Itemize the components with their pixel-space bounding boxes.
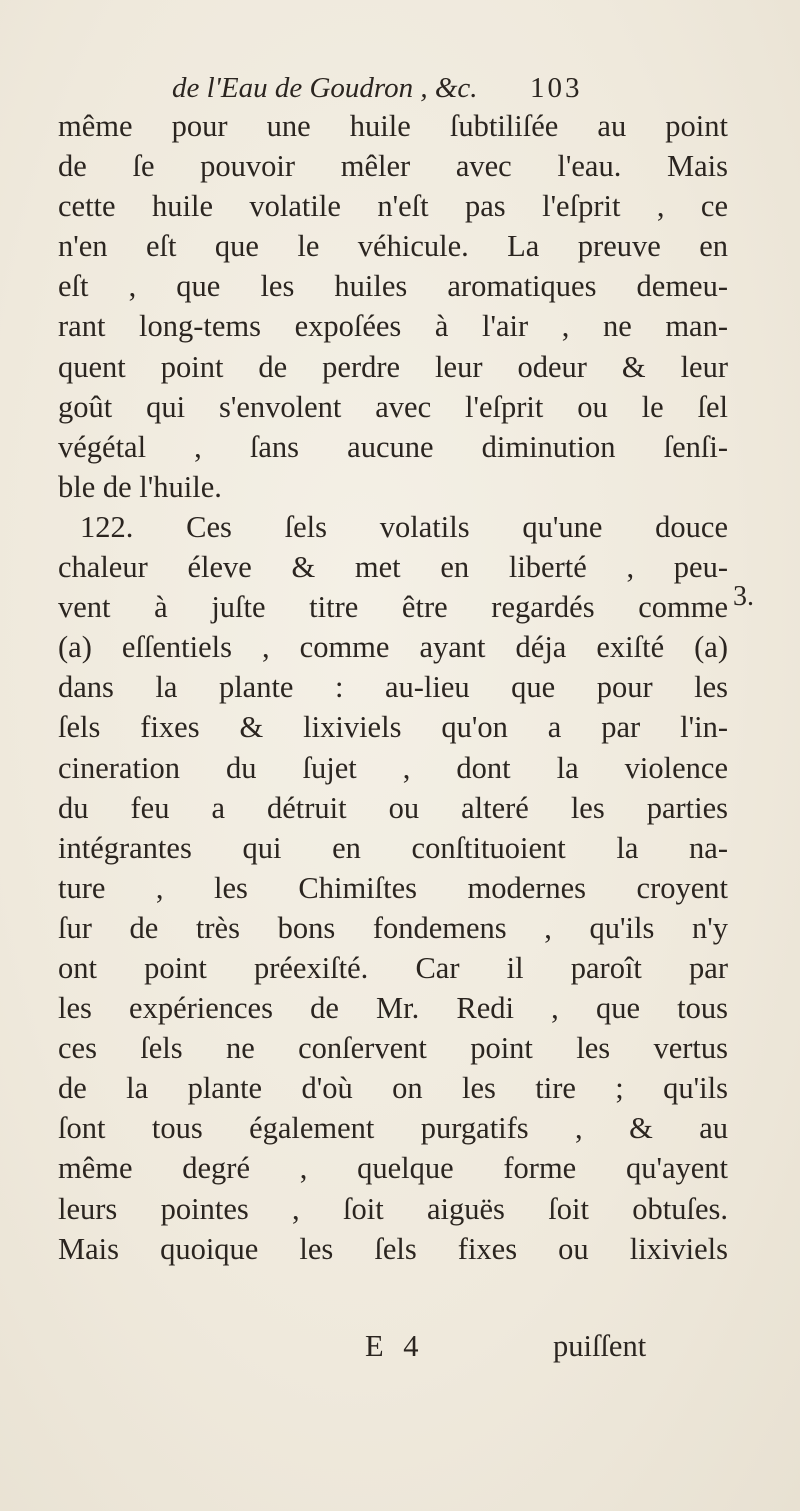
- text-line: leurs pointes , ſoit aiguës ſoit obtuſes.: [58, 1191, 728, 1226]
- text-line: vent à juſte titre être regardés comme: [58, 590, 728, 625]
- text-line: ſont tous également purgatifs , & au: [58, 1111, 728, 1146]
- text-line: de la plante d'où on les tire ; qu'ils: [58, 1071, 728, 1106]
- text-line: même pour une huile ſubtiliſée au point: [58, 109, 728, 143]
- text-line: n'en eſt que le véhicule. La preuve en: [58, 229, 728, 264]
- text-line: même degré , quelque forme qu'ayent: [58, 1151, 728, 1186]
- text-line: du feu a détruit ou alteré les parties: [58, 790, 728, 825]
- text-line: goût qui s'envolent avec l'eſprit ou le ſel: [58, 389, 728, 424]
- text-line: chaleur éleve & met en liberté , peu-: [58, 550, 728, 585]
- text-line: ces ſels ne conſervent point les vertus: [58, 1031, 728, 1066]
- margin-note: 3.: [733, 581, 754, 612]
- paragraph-start-line: 122. Ces ſels volatils qu'une douce: [80, 509, 728, 544]
- text-line: cineration du ſujet , dont la violence: [58, 750, 728, 785]
- text-line: ble de l'huile.: [58, 469, 222, 504]
- signature-mark: E 4: [365, 1329, 425, 1363]
- text-line: (a) eſſentiels , comme ayant déja exiſté (a): [58, 630, 728, 665]
- body-text: [58, 106, 758, 1269]
- text-line: les expériences de Mr. Redi , que tous: [58, 991, 728, 1026]
- text-line: ture , les Chimiſtes modernes croyent: [58, 870, 728, 905]
- running-title: de l'Eau de Goudron , &c.: [172, 72, 478, 104]
- text-line: eſt , que les huiles aromatiques demeu-: [58, 269, 728, 304]
- text-line: végétal , ſans aucune diminution ſenſi-: [58, 429, 728, 464]
- text-line: cette huile volatile n'eſt pas l'eſprit , ce: [58, 189, 728, 224]
- text-line: rant long-tems expoſées à l'air , ne man-: [58, 309, 728, 344]
- catchline: [58, 1329, 728, 1369]
- catchword: puiſſent: [553, 1329, 647, 1363]
- text-line: dans la plante : au-lieu que pour les: [58, 670, 728, 705]
- page-number: 103: [530, 72, 583, 104]
- text-line: Mais quoique les ſels fixes ou lixiviels: [58, 1231, 728, 1266]
- text-line: ſels fixes & lixiviels qu'on a par l'in-: [58, 710, 728, 745]
- text-line: intégrantes qui en conſtituoient la na-: [58, 830, 728, 865]
- text-line: ont point préexiſté. Car il paroît par: [58, 950, 728, 985]
- text-line: ſur de très bons fondemens , qu'ils n'y: [58, 910, 728, 945]
- text-line: quent point de perdre leur odeur & leur: [58, 349, 728, 384]
- text-line: de ſe pouvoir mêler avec l'eau. Mais: [58, 149, 728, 184]
